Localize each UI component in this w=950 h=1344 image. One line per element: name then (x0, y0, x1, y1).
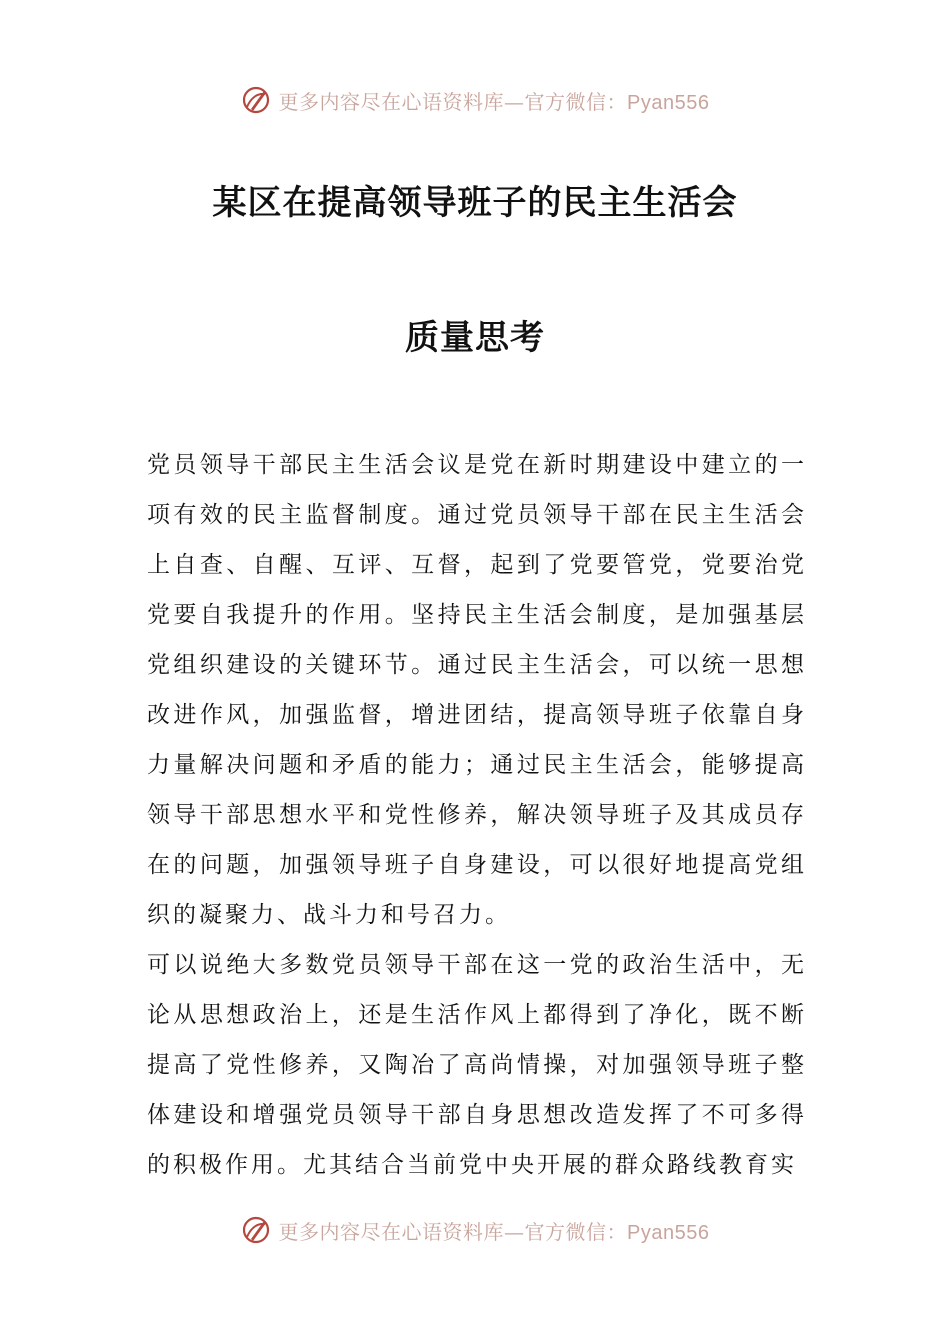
paragraph: 可以说绝大多数党员领导干部在这一党的政治生活中，无论从思想政治上，还是生活作风上都得到了净化，既不断提高了党性修养，又陶冶了高尚情操，对加强领导班子整体建设和增强党员领导干部自身思想改造发挥了不可多得的积极作用。尤其结合当前党中央开展的群众路线教育实 (147, 952, 807, 1178)
footer-banner (0, 1210, 950, 1250)
paragraph: 党员领导干部民主生活会议是党在新时期建设中建立的一项有效的民主监督制度。通过党员领导干部在民主生活会上自查、自醒、互评、互督，起到了党要管党，党要治党党要自我提升的作用。坚持民主生活会制度，是加强基层党组织建设的关键环节。通过民主生活会，可以统一思想改进作风，加强监督，增进团结，提高领导班子依靠自身力量解决问题和矛盾的能力；通过民主生活会，能够提高领导干部思想水平和党性修养，解决领导班子及其成员存在的问题，加强领导班子自身建设，可以很好地提高党组织的凝聚力、战斗力和号召力。 (147, 452, 807, 928)
header-banner (0, 80, 950, 120)
header-wechat-id: Pyan556 (627, 91, 710, 114)
header-banner-label: 更多内容尽在心语资料库—官方微信： (278, 89, 628, 114)
pen-logo-icon (241, 1215, 271, 1245)
header-banner-text (279, 86, 710, 115)
document-title-line1: 某区在提高领导班子的民主生活会 (212, 183, 738, 223)
footer-banner-label: 更多内容尽在心语资料库—官方微信： (278, 1219, 628, 1244)
footer-banner-text (279, 1216, 710, 1245)
document-body (147, 440, 807, 1190)
document-title-line2: 质量思考 (405, 318, 545, 358)
pen-logo-icon (241, 85, 271, 115)
footer-wechat-id: Pyan556 (627, 1221, 710, 1244)
